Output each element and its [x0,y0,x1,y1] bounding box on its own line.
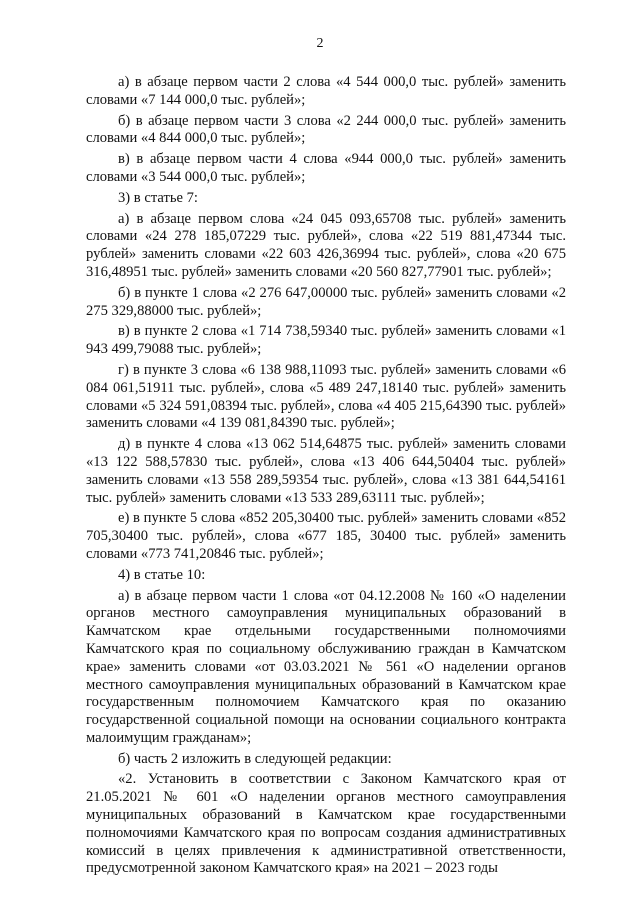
paragraph-7f: е) в пункте 5 слова «852 205,30400 тыс. рублей» заменить словами «852 705,30400 тыс. рублей», слова «677 185, 30400 тыс. рублей» заменить словами «773 741,20846 тыс. рублей»; [86,510,566,562]
paragraph-7e: д) в пункте 4 слова «13 062 514,64875 тыс. рублей» заменить словами «13 122 588,57830 тыс. рублей», слова «13 406 644,50404 тыс. рублей» заменить словами «13 558 289,59354 тыс. рублей», слова «13 381 644,54161 тыс. рублей» заменить словами «13 533 289,63111 тыс. рублей»; [86,436,566,506]
paragraph-10b: б) часть 2 изложить в следующей редакции: [118,750,392,767]
paragraph-10a: а) в абзаце первом части 1 слова «от 04.12.2008 № 160 «О наделении органов местного самоуправления муниципальных образований в Камчатском крае отдельными государственными полномочиями Камчатского края по социальному обслуживанию граждан в Камчатском крае» заменить словами «от 03.03.2021 № 561 «О наделении органов местного самоуправления муниципальных образований в Камчатском крае государственным полномочием Камчатского края по оказанию государственной социальной помощи на основании социального контракта малоимущим гражданам»; [86,587,566,746]
page-number: 2 [316,36,324,51]
paragraph-article-10: 4) в статье 10: [118,566,206,583]
paragraph-2a: а) в абзаце первом части 2 слова «4 544 000,0 тыс. рублей» заменить словами «7 144 000,0 тыс. рублей»; [86,74,566,108]
paragraph-2b: б) в абзаце первом части 3 слова «2 244 000,0 тыс. рублей» заменить словами «4 844 000,0 тыс. рублей»; [86,112,566,147]
paragraph-10-part-2: «2. Установить в соответствии с Законом Камчатского края от 21.05.2021 № 601 «О наделении органов местного самоуправления муниципальных образований в Камчатском крае государственными полномочиями Камчатского края по вопросам создания административных комиссий в целях привлечения к административной ответственности, предусмотренной законом Камчатского края» на 2021 – 2023 годы [86,771,566,877]
paragraph-7a: а) в абзаце первом слова «24 045 093,65708 тыс. рублей» заменить словами «24 278 185,07229 тыс. рублей», слова «22 519 881,47344 тыс. рублей» заменить словами «22 603 426,36994 тыс. рублей», слова «20 675 316,48951 тыс. рублей» заменить словами «20 560 827,77901 тыс. рублей»; [86,210,566,280]
paragraph-7c: в) в пункте 2 слова «1 714 738,59340 тыс. рублей» заменить словами «1 943 499,79088 тыс. рублей»; [86,323,566,358]
paragraph-7b: б) в пункте 1 слова «2 276 647,00000 тыс. рублей» заменить словами «2 275 329,88000 тыс. рублей»; [86,284,566,319]
paragraph-7d: г) в пункте 3 слова «6 138 988,11093 тыс. рублей» заменить словами «6 084 061,51911 тыс. рублей», слова «5 489 247,18140 тыс. рублей» заменить словами «5 324 591,08394 тыс. рублей», слова «4 405 215,64390 тыс. рублей» заменить словами «4 139 081,84390 тыс. рублей»; [86,361,566,432]
paragraph-2c: в) в абзаце первом части 4 слова «944 000,0 тыс. рублей» заменить словами «3 544 000,0 тыс. рублей»; [86,151,566,185]
paragraph-article-7: 3) в статье 7: [118,189,198,206]
document-body [86,74,566,881]
